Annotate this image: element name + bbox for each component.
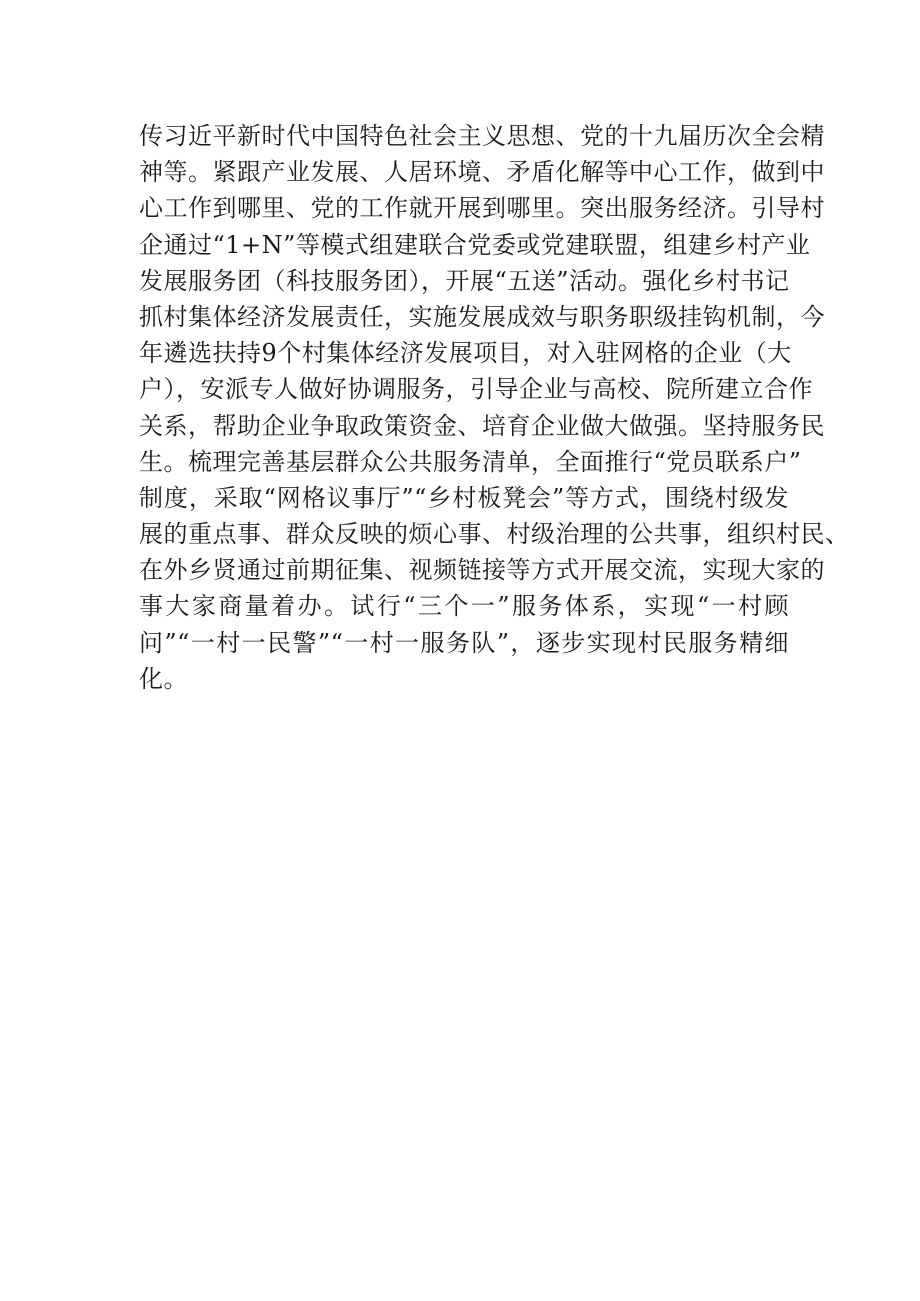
paragraph-line: 关系，帮助企业争取政策资金、培育企业做大做强。坚持服务民 bbox=[139, 411, 825, 440]
paragraph-line: 问”“一村一民警”“一村一服务队”，逐步实现村民服务精细 bbox=[139, 628, 789, 657]
paragraph-line: 年遴选扶持9个村集体经济发展项目，对入驻网格的企业（大 bbox=[139, 339, 792, 368]
paragraph-line: 发展服务团（科技服务团），开展“五送”活动。强化乡村书记 bbox=[139, 266, 790, 295]
paragraph-line: 制度，采取“网格议事厅”“乡村板凳会”等方式，围绕村级发 bbox=[139, 483, 789, 512]
paragraph-line: 企通过“1+N”等模式组建联合党委或党建联盟，组建乡村产业 bbox=[139, 230, 811, 259]
paragraph-line: 户），安派专人做好协调服务，引导企业与高校、院所建立合作 bbox=[139, 375, 813, 404]
paragraph-line: 在外乡贤通过前期征集、视频链接等方式开展交流，实现大家的 bbox=[139, 556, 825, 585]
paragraph-line: 神等。紧跟产业发展、人居环境、矛盾化解等中心工作，做到中 bbox=[139, 158, 825, 187]
paragraph-line: 展的重点事、群众反映的烦心事、村级治理的公共事，组织村民、 bbox=[139, 520, 850, 549]
paragraph-line: 生。梳理完善基层群众公共服务清单，全面推行“党员联系户” bbox=[139, 447, 802, 476]
paragraph-line: 抓村集体经济发展责任，实施发展成效与职务职级挂钩机制，今 bbox=[139, 302, 825, 331]
paragraph-line: 事大家商量着办。试行“三个一”服务体系，实现“一村顾 bbox=[139, 592, 789, 621]
paragraph-line: 心工作到哪里、党的工作就开展到哪里。突出服务经济。引导村 bbox=[139, 194, 825, 223]
body-paragraph bbox=[139, 118, 850, 697]
paragraph-line: 化。 bbox=[139, 664, 188, 693]
paragraph-line: 传习近平新时代中国特色社会主义思想、党的十九届历次全会精 bbox=[139, 122, 825, 150]
